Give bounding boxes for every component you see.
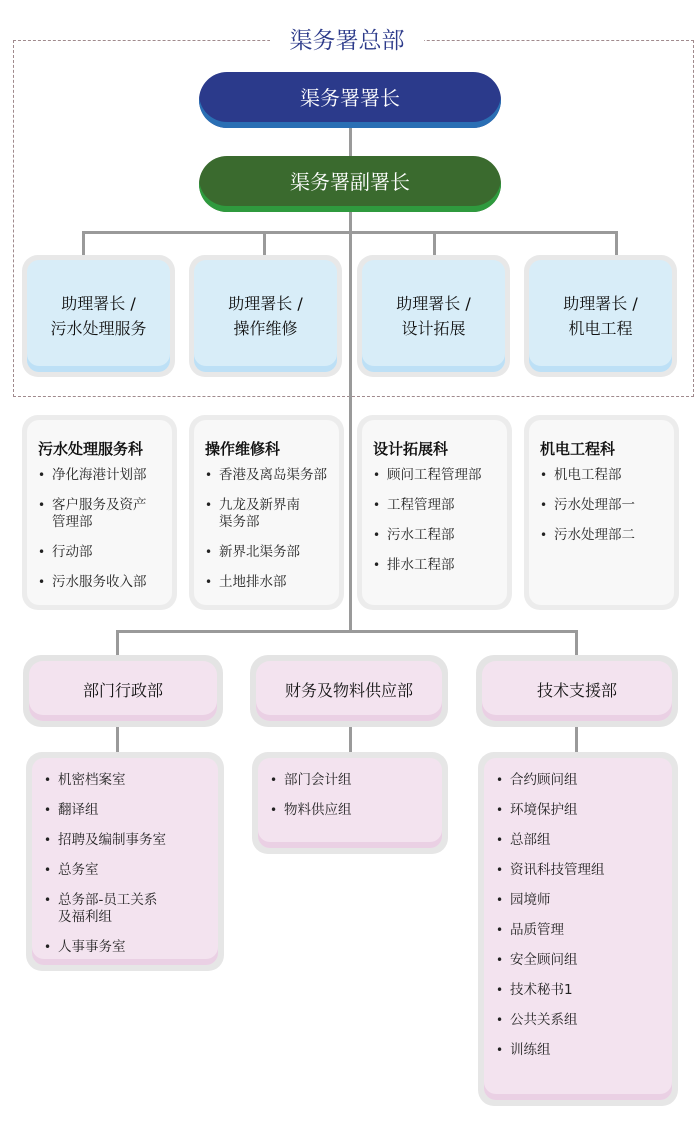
assistant-director-line2: 机电工程 (568, 319, 633, 338)
assistant-director-node (357, 255, 510, 377)
assistant-drop-3 (433, 231, 436, 255)
department-item: • 物料供应组 (270, 802, 442, 819)
branch-item: • 排水工程部 (373, 557, 507, 574)
assistant-director-line1: 助理署长 / (396, 294, 471, 313)
branch-item: • 客户服务及资产 管理部 (38, 497, 172, 531)
branch-item: • 净化海港计划部 (38, 467, 172, 484)
branch-item: • 污水工程部 (373, 527, 507, 544)
department-item: • 总务室 (44, 862, 218, 879)
branch-item: • 机电工程部 (540, 467, 674, 484)
department-item: • 招聘及编制事务室 (44, 832, 218, 849)
branch-item: • 土地排水部 (205, 574, 339, 591)
department-node (23, 655, 223, 727)
assistant-drop-2 (263, 231, 266, 255)
department-item: • 总务部-员工关系 及福利组 (44, 892, 218, 926)
department-list (252, 752, 448, 854)
branch-item: • 污水处理部二 (540, 527, 674, 544)
assistant-director-node (22, 255, 175, 377)
assistant-director-line2: 设计拓展 (401, 319, 466, 338)
branch-card (524, 415, 679, 610)
branch-item: • 新界北渠务部 (205, 544, 339, 561)
assistant-director-line2: 操作维修 (233, 319, 298, 338)
director-node: 渠务署署长 (199, 72, 501, 128)
department-node (476, 655, 678, 727)
department-list-link-2 (349, 727, 352, 752)
assistant-director-line1: 助理署长 / (228, 294, 303, 313)
department-item: • 机密档案室 (44, 772, 218, 789)
department-list-link-3 (575, 727, 578, 752)
branch-item: • 污水服务收入部 (38, 574, 172, 591)
department-list (26, 752, 224, 971)
branch-item: • 九龙及新界南 渠务部 (205, 497, 339, 531)
branch-title: 操作维修科 (205, 440, 281, 458)
branch-title: 污水处理服务科 (38, 440, 144, 458)
assistant-drop-1 (82, 231, 85, 255)
department-item: • 人事事务室 (44, 939, 218, 956)
department-drop-1 (116, 630, 119, 655)
assistant-drop-4 (615, 231, 618, 255)
branch-item: • 香港及离岛渠务部 (205, 467, 339, 484)
branch-card (357, 415, 512, 610)
department-item: • 品质管理 (496, 922, 672, 939)
branch-title: 设计拓展科 (373, 440, 449, 458)
branch-item: • 污水处理部一 (540, 497, 674, 514)
assistant-director-line2: 污水处理服务 (50, 319, 147, 338)
branch-card (189, 415, 344, 610)
branch-item: • 工程管理部 (373, 497, 507, 514)
department-list (478, 752, 678, 1106)
department-list-link-1 (116, 727, 119, 752)
department-item: • 技术秘书1 (496, 982, 672, 999)
department-connector-bar (116, 630, 578, 633)
department-item: • 训练组 (496, 1042, 672, 1059)
department-item: • 合约顾问组 (496, 772, 672, 789)
assistant-director-node (189, 255, 342, 377)
department-item: • 园境师 (496, 892, 672, 909)
assistant-director-node (524, 255, 677, 377)
department-drop-3 (575, 630, 578, 655)
department-item: • 总部组 (496, 832, 672, 849)
department-item: • 翻译组 (44, 802, 218, 819)
branch-item: • 顾问工程管理部 (373, 467, 507, 484)
branch-card (22, 415, 177, 610)
branch-item: • 行动部 (38, 544, 172, 561)
department-title: 技术支援部 (482, 661, 672, 721)
assistant-director-line1: 助理署长 / (563, 294, 638, 313)
department-item: • 部门会计组 (270, 772, 442, 789)
branch-title: 机电工程科 (540, 440, 616, 458)
department-item: • 环境保护组 (496, 802, 672, 819)
deputy-director-node: 渠务署副署长 (199, 156, 501, 212)
department-node (250, 655, 448, 727)
assistant-director-line1: 助理署长 / (61, 294, 136, 313)
department-title: 财务及物料供应部 (256, 661, 442, 721)
assistant-connector-bar (82, 231, 618, 234)
department-item: • 安全顾问组 (496, 952, 672, 969)
department-item: • 公共关系组 (496, 1012, 672, 1029)
department-title: 部门行政部 (29, 661, 217, 721)
headquarters-title: 渠务署总部 (270, 24, 424, 58)
department-item: • 资讯科技管理组 (496, 862, 672, 879)
